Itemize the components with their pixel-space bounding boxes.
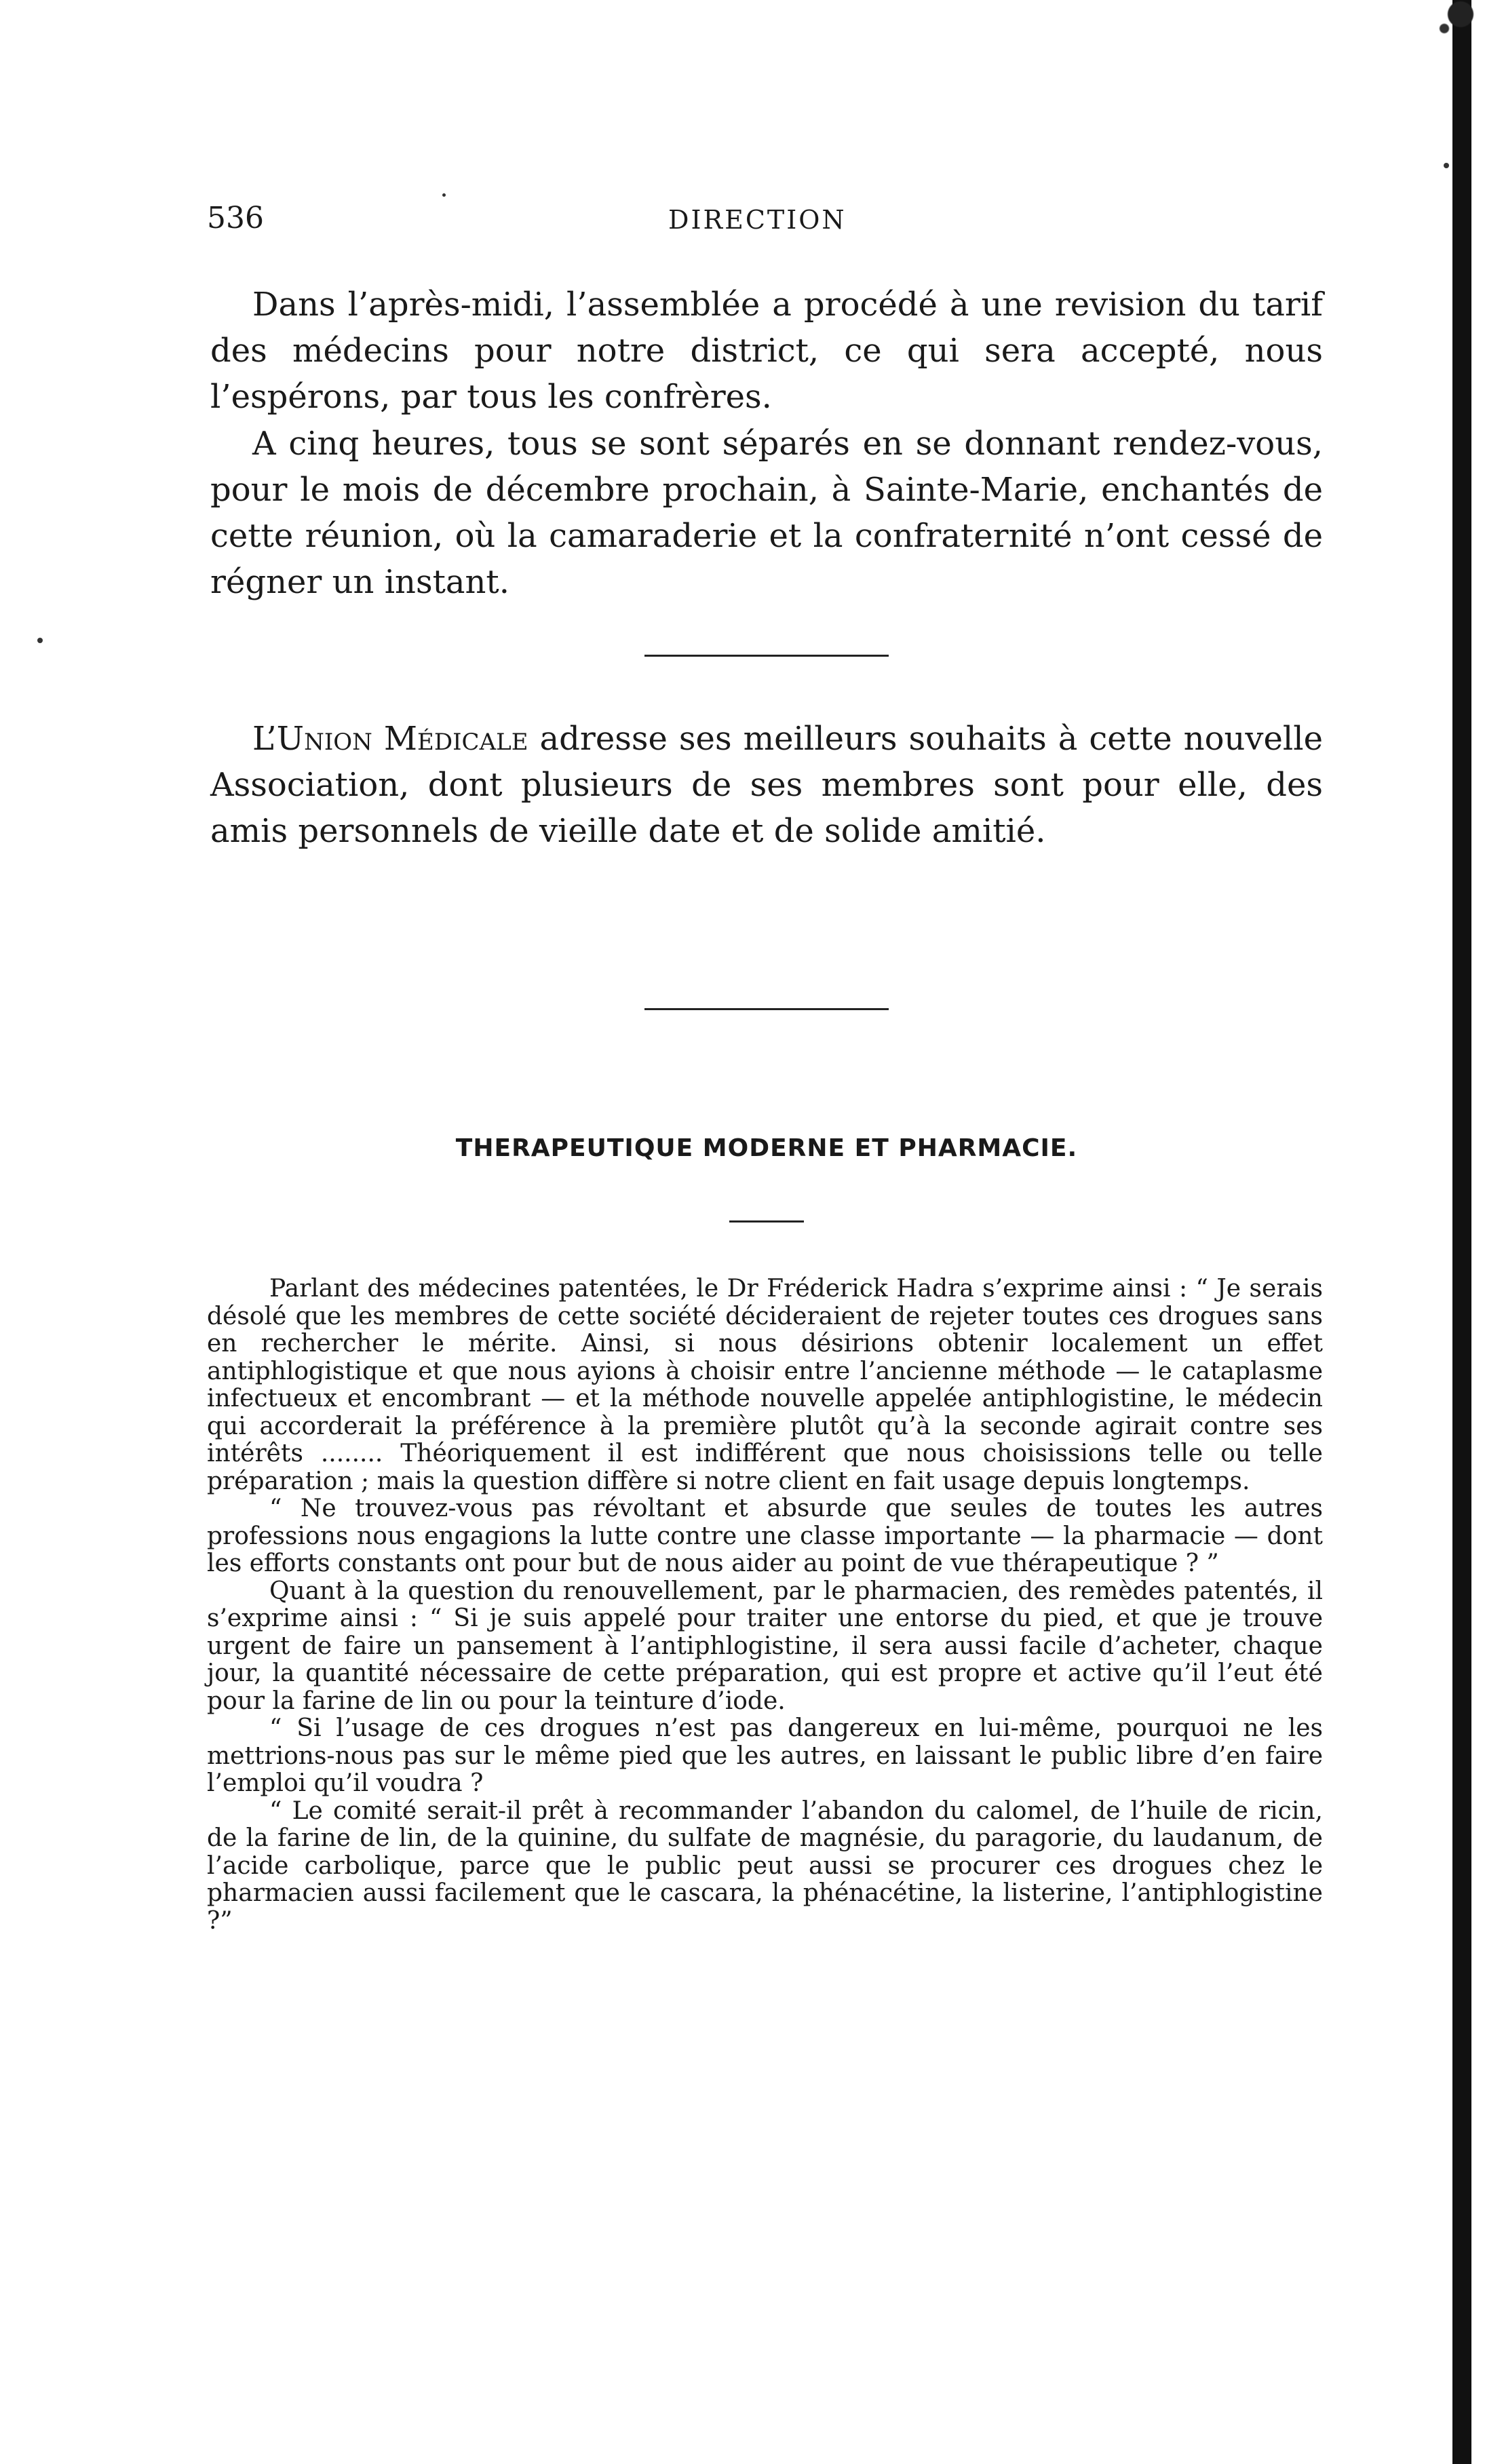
title-underline: [729, 1220, 804, 1223]
paragraph-text: Dans l’après-midi, l’assemblée a procédé à une revision du tarif des médecins pour notre district, ce qui sera accepté, nous l’espérons, par tous les confrères.: [210, 286, 1323, 416]
paragraph-text: adresse ses meilleurs souhaits à cette nouvelle Association, dont plusieurs de ses membres sont pour elle, des amis personnels de vieille date et de solide amitié.: [210, 720, 1324, 850]
scan-speck: [442, 193, 446, 197]
scan-speck: [37, 638, 43, 643]
section-divider: [644, 655, 889, 657]
page-number: 536: [207, 201, 264, 235]
scan-speck: [1444, 163, 1449, 168]
body-paragraph: [207, 1715, 1323, 1798]
body-paragraph: [207, 1578, 1323, 1716]
paragraph-text: Parlant des médecines patentées, le Dr Fréderick Hadra s’exprime ainsi : “ Je serais désolé que les membres de cette société décideraient de rejeter toutes ces drogues sans en rechercher le mérite. Ainsi, si nous désirions obtenir localement un effet antiphlogistique et que nous ayions à choisir entre l’ancienne méthode — le cataplasme infectueux et encombrant — et la méthode nouvelle appelée antiphlogistine, le médecin qui accorderait la préférence à la première plutôt qu’à la seconde agirait contre ses intérêts ........ Théoriquement il est indifférent que nous choisissions telle ou telle préparation ; mais la question diffère si notre client en fait usage depuis longtemps.: [207, 1275, 1323, 1495]
section-body: [207, 1275, 1323, 1935]
section-divider: [644, 1008, 889, 1010]
body-paragraph: [207, 1798, 1323, 1936]
page-header: [207, 201, 1319, 242]
scan-page-edge: [1452, 0, 1471, 2464]
section-title: THERAPEUTIQUE MODERNE ET PHARMACIE.: [455, 1134, 1078, 1162]
paragraph-text: Quant à la question du renouvellement, par le pharmacien, des remèdes patentés, il s’exprime ainsi : “ Si je suis appelé pour traiter une entorse du pied, et que je trouve urgent de faire un pansement à l’antiphlogistine, il sera aussi facile d’acheter, chaque jour, la quantité nécessaire de cette préparation, qui est propre et active qu’il l’eut été pour la farine de lin ou pour la teinture d’iode.: [207, 1577, 1323, 1715]
body-paragraph: [207, 1495, 1323, 1578]
paragraph-text: A cinq heures, tous se sont séparés en se donnant rendez-vous, pour le mois de décembre prochain, à Sainte-Marie, enchantés de cette réunion, où la camaraderie et la confraternité n’ont cessé de régner un instant.: [210, 425, 1323, 601]
article-paragraph: [210, 421, 1323, 605]
paragraph-text: “ Ne trouvez-vous pas révoltant et absurde que seules de toutes les autres professions nous engagions la lutte contre une classe importante — la pharmacie — dont les efforts constants ont pour but de nous aider au point de vue thérapeutique ? ”: [207, 1495, 1323, 1577]
note-paragraph: [210, 716, 1323, 854]
article-paragraph: [210, 282, 1323, 420]
running-head: DIRECTION: [668, 205, 847, 235]
scan-corner-smudge: [1423, 0, 1477, 47]
journal-name: L’Union Médicale: [252, 720, 528, 758]
paragraph-text: “ Si l’usage de ces drogues n’est pas dangereux en lui-même, pourquoi ne les mettrions-nous pas sur le même pied que les autres, en laissant le public libre d’en faire l’emploi qu’il voudra ?: [207, 1714, 1323, 1797]
paragraph-text: “ Le comité serait-il prêt à recommander l’abandon du calomel, de l’huile de ricin, de la farine de lin, de la quinine, du sulfate de magnésie, du paragorie, du laudanum, de l’acide carbolique, parce que le public peut aussi se procurer ces drogues chez le pharmacien aussi facilement que le cascara, la phénacétine, la listerine, l’antiphlogistine ?”: [207, 1796, 1323, 1935]
body-paragraph: [207, 1275, 1323, 1495]
